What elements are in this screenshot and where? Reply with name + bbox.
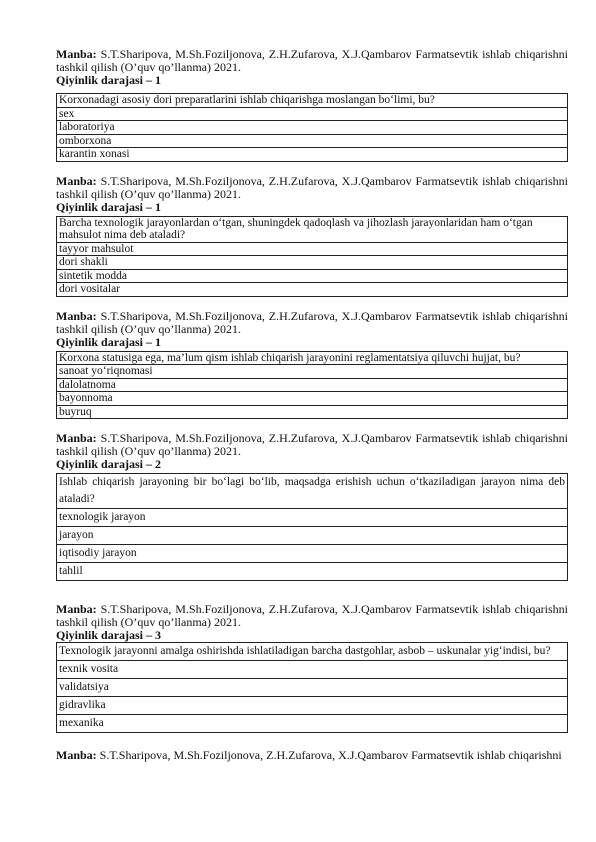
option-text: sanoat yo‘riqnomasi (57, 365, 568, 379)
question-block (56, 175, 568, 297)
option-text: texnik vosita (57, 661, 568, 679)
document-page (56, 48, 568, 762)
question-text: Barcha texnologik jarayonlardan o‘tgan, shuningdek qadoqlash va jihozlash jarayonlaridan ham o‘tgan mahsulot nima deb ataladi? (57, 216, 568, 242)
question-table (56, 351, 568, 420)
option-row (57, 545, 568, 563)
question-table (56, 642, 568, 733)
option-row (57, 283, 568, 297)
option-text: karantin xonasi (57, 148, 568, 162)
question-text: Texnologik jarayonni amalga oshirishda ishlatiladigan barcha dastgohlar, asbob – uskunalar yig‘indisi, bu? (57, 643, 568, 661)
option-row (57, 256, 568, 270)
difficulty-level: Qiyinlik darajasi – 3 (56, 628, 162, 642)
question-table (56, 216, 568, 297)
option-text: validatsiya (57, 679, 568, 697)
question-block (56, 603, 568, 733)
option-row (57, 715, 568, 733)
option-text: omborxona (57, 134, 568, 148)
option-text: sex (57, 107, 568, 121)
question-row (57, 643, 568, 661)
option-row (57, 121, 568, 135)
question-row (57, 474, 568, 509)
option-row (57, 527, 568, 545)
question-table (56, 473, 568, 581)
option-text: laboratoriya (57, 121, 568, 135)
source-citation: Manba: S.T.Sharipova, M.Sh.Foziljonova, Z.H.Zufarova, X.J.Qambarov Farmatsevtik ishlab chiqarishni tashkil qilish (O’quv qo’llanma) 2021. (56, 602, 568, 629)
option-row (57, 365, 568, 379)
option-text: dori shakli (57, 256, 568, 270)
option-row (57, 392, 568, 406)
option-text: dalolatnoma (57, 378, 568, 392)
difficulty-level: Qiyinlik darajasi – 1 (56, 199, 162, 214)
option-row (57, 148, 568, 162)
option-row (57, 661, 568, 679)
source-citation: Manba: S.T.Sharipova, M.Sh.Foziljonova, Z.H.Zufarova, X.J.Qambarov Farmatsevtik ishlab chiqarishni tashkil qilish (O’quv qo’llanma) 2021. (56, 308, 568, 336)
question-block (56, 310, 568, 420)
difficulty-level: Qiyinlik darajasi – 1 (56, 73, 162, 87)
option-row (57, 509, 568, 527)
source-citation: Manba: S.T.Sharipova, M.Sh.Foziljonova, Z.H.Zufarova, X.J.Qambarov Farmatsevtik ishlab chiqarishni tashkil qilish (O’quv qo’llanma) 2021. (56, 173, 568, 201)
option-row (57, 242, 568, 256)
option-row (57, 679, 568, 697)
difficulty-level: Qiyinlik darajasi – 2 (56, 457, 162, 471)
option-row (57, 405, 568, 419)
option-text: gidravlika (57, 697, 568, 715)
option-text: tayyor mahsulot (57, 242, 568, 256)
option-text: dori vositalar (57, 283, 568, 297)
question-text: Korxonadagi asosiy dori preparatlarini ishlab chiqarishga moslangan bo‘limi, bu? (57, 94, 568, 108)
option-text: texnologik jarayon (57, 509, 568, 527)
question-table (56, 93, 568, 162)
question-row (57, 216, 568, 242)
option-row (57, 697, 568, 715)
option-row (57, 563, 568, 581)
trailing-source-text: S.T.Sharipova, M.Sh.Foziljonova, Z.H.Zufarova, X.J.Qambarov Farmatsevtik ishlab chiqarishni (96, 749, 562, 762)
option-text: jarayon (57, 527, 568, 545)
option-text: sintetik modda (57, 269, 568, 283)
option-text: buyruq (57, 405, 568, 419)
option-text: mexanika (57, 715, 568, 733)
option-text: tahlil (57, 563, 568, 581)
option-text: iqtisodiy jarayon (57, 545, 568, 563)
option-row (57, 378, 568, 392)
question-row (57, 94, 568, 108)
question-text: Ishlab chiqarish jarayoning bir bo‘lagi bo‘lib, maqsadga erishish uchun o‘tkaziladigan jarayon nima deb ataladi? (57, 474, 568, 509)
option-row (57, 269, 568, 283)
option-row (57, 134, 568, 148)
option-text: bayonnoma (57, 392, 568, 406)
source-citation: Manba: S.T.Sharipova, M.Sh.Foziljonova, Z.H.Zufarova, X.J.Qambarov Farmatsevtik ishlab chiqarishni tashkil qilish (O’quv qo’llanma) 2021. (56, 431, 568, 458)
question-block (56, 432, 568, 581)
question-text: Korxona statusiga ega, ma’lum qism ishlab chiqarish jarayonini reglamentatsiya qiluvchi hujjat, bu? (57, 351, 568, 365)
difficulty-level: Qiyinlik darajasi – 1 (56, 334, 162, 349)
source-citation: Manba: S.T.Sharipova, M.Sh.Foziljonova, Z.H.Zufarova, X.J.Qambarov Farmatsevtik ishlab chiqarishni tashkil qilish (O’quv qo’llanma) 2021. (56, 47, 568, 74)
question-row (57, 351, 568, 365)
option-row (57, 107, 568, 121)
trailing-source-citation: Manba: S.T.Sharipova, M.Sh.Foziljonova, Z.H.Zufarova, X.J.Qambarov Farmatsevtik ishlab chiqarishni (56, 749, 562, 762)
question-block (56, 48, 568, 162)
